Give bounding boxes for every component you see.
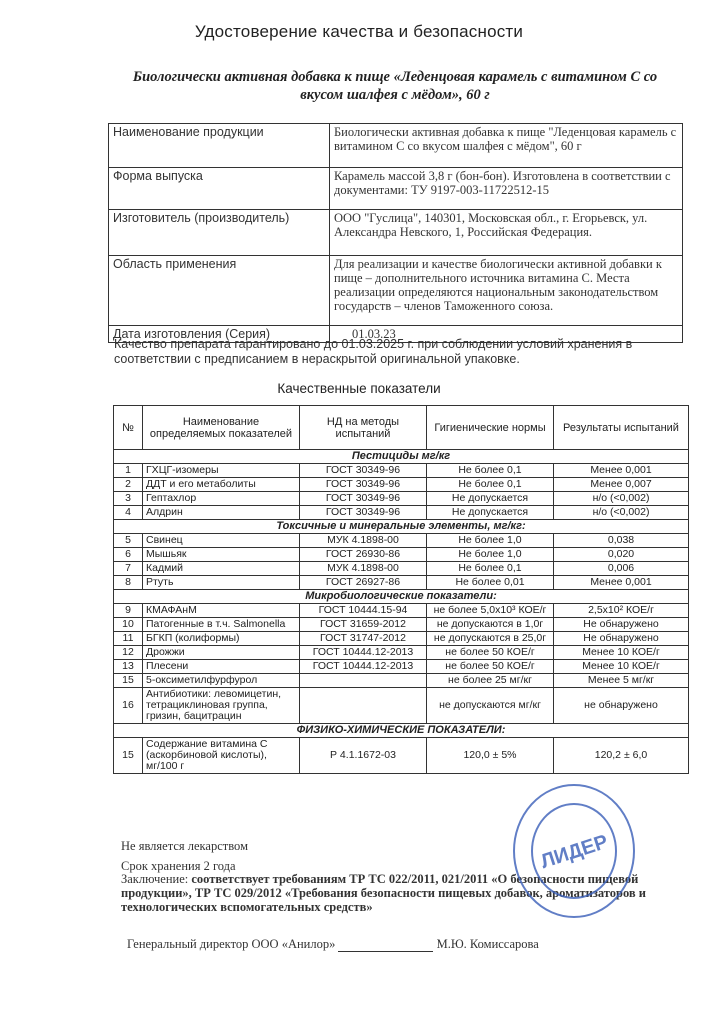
row-norm: Не более 0,01 (427, 576, 554, 590)
row-method: МУК 4.1898-00 (300, 534, 427, 548)
table-header-row (114, 406, 689, 450)
table-row (114, 604, 689, 618)
row-result: Менее 10 КОЕ/г (554, 646, 689, 660)
row-result: Менее 10 КОЕ/г (554, 660, 689, 674)
info-value: Биологически активная добавка к пище "Леденцовая карамель с витамином С со вкусом шалфея с мёдом", 60 г (330, 124, 683, 168)
row-indicator-name: ГХЦГ-изомеры (143, 464, 300, 478)
row-indicator-name: Ртуть (143, 576, 300, 590)
info-value: Для реализации и качестве биологически активной добавки к пище – дополнительного источника витамина С. Места реализации определяются национальным законодательством государств – членов Таможенного союза. (330, 256, 683, 326)
row-method: ГОСТ 30349-96 (300, 506, 427, 520)
product-info-table (108, 123, 683, 343)
table-row (114, 738, 689, 774)
row-method: ГОСТ 30349-96 (300, 478, 427, 492)
row-indicator-name: КМАФАнМ (143, 604, 300, 618)
col-header-result: Результаты испытаний (554, 406, 689, 450)
row-indicator-name: Алдрин (143, 506, 300, 520)
not-drug-note: Не является лекарством (121, 839, 248, 853)
row-number: 13 (114, 660, 143, 674)
row-method: ГОСТ 31659-2012 (300, 618, 427, 632)
table-row (114, 576, 689, 590)
col-header-number: № (114, 406, 143, 450)
row-method: ГОСТ 30349-96 (300, 464, 427, 478)
row-number: 1 (114, 464, 143, 478)
table-row (114, 618, 689, 632)
row-norm: Не более 0,1 (427, 562, 554, 576)
row-method: МУК 4.1898-00 (300, 562, 427, 576)
section-header-row (114, 520, 689, 534)
row-indicator-name: Дрожжи (143, 646, 300, 660)
table-row (114, 478, 689, 492)
row-indicator-name: Кадмий (143, 562, 300, 576)
row-result: Менее 5 мг/кг (554, 674, 689, 688)
section-title: Токсичные и минеральные элементы, мг/кг: (114, 520, 689, 534)
row-result: Менее 0,007 (554, 478, 689, 492)
row-result: Менее 0,001 (554, 464, 689, 478)
row-norm: Не более 1,0 (427, 534, 554, 548)
row-method (300, 674, 427, 688)
col-header-norm: Гигиенические нормы (427, 406, 554, 450)
row-norm: не более 50 КОЕ/г (427, 660, 554, 674)
row-method: ГОСТ 10444.12-2013 (300, 660, 427, 674)
row-result: не обнаружено (554, 688, 689, 724)
table-row (114, 674, 689, 688)
row-result: Не обнаружено (554, 632, 689, 646)
quality-indicators-table (113, 405, 689, 774)
row-indicator-name: Антибиотики: левомицетин, тетрациклиновая группа, гризин, бацитрацин (143, 688, 300, 724)
table-row (114, 688, 689, 724)
quality-table-body (114, 450, 689, 774)
quality-guarantee-note: Качество препарата гарантировано до 01.03.2025 г. при соблюдении условий хранения в соответствии с предписанием в нераскрытой оригинальной упаковке. (114, 337, 633, 366)
row-indicator-name: Свинец (143, 534, 300, 548)
row-norm: Не более 0,1 (427, 478, 554, 492)
row-number: 3 (114, 492, 143, 506)
row-number: 15 (114, 674, 143, 688)
row-result: 0,020 (554, 548, 689, 562)
signature-line (127, 937, 539, 952)
info-label: Изготовитель (производитель) (109, 210, 330, 256)
info-row (109, 168, 683, 210)
info-label: Форма выпуска (109, 168, 330, 210)
row-norm: не более 5,0х10³ КОЕ/г (427, 604, 554, 618)
table-row (114, 632, 689, 646)
row-number: 5 (114, 534, 143, 548)
section-title: Пестициды мг/кг (114, 450, 689, 464)
table-row (114, 464, 689, 478)
row-norm: Не допускается (427, 506, 554, 520)
section-header-row (114, 724, 689, 738)
table-row (114, 562, 689, 576)
conclusion-text: соответствует требованиям ТР ТС 022/2011, 021/2011 «О безопасности пищевой продукции», ТР ТС 029/2012 «Требования безопасности пищевых добавок, ароматизаторов и технологических вспомогательных средств» (121, 872, 646, 914)
table-row (114, 506, 689, 520)
document-title: Удостоверение качества и безопасности (194, 22, 524, 41)
row-indicator-name: 5-оксиметилфурфурол (143, 674, 300, 688)
table-row (114, 534, 689, 548)
col-header-name: Наименование определяемых показателей (143, 406, 300, 450)
row-norm: не допускаются в 25,0г (427, 632, 554, 646)
row-norm: 120,0 ± 5% (427, 738, 554, 774)
row-result: 120,2 ± 6,0 (554, 738, 689, 774)
row-number: 2 (114, 478, 143, 492)
row-norm: не допускаются в 1,0г (427, 618, 554, 632)
row-method: ГОСТ 30349-96 (300, 492, 427, 506)
section-header-row (114, 590, 689, 604)
quality-heading: Качественные показатели (277, 381, 441, 396)
row-norm: не более 25 мг/кг (427, 674, 554, 688)
row-number: 15 (114, 738, 143, 774)
row-result: Менее 0,001 (554, 576, 689, 590)
signature-blank (338, 940, 433, 952)
company-stamp (508, 776, 640, 926)
table-row (114, 646, 689, 660)
shelf-life-note: Срок хранения 2 года (121, 859, 236, 873)
row-number: 8 (114, 576, 143, 590)
row-indicator-name: Содержание витамина С (аскорбиновой кислоты), мг/100 г (143, 738, 300, 774)
table-row (114, 548, 689, 562)
info-label: Область применения (109, 256, 330, 326)
row-result: н/о (<0,002) (554, 492, 689, 506)
row-method: ГОСТ 26927-86 (300, 576, 427, 590)
row-indicator-name: Мышьяк (143, 548, 300, 562)
row-result: 0,006 (554, 562, 689, 576)
row-norm: Не допускается (427, 492, 554, 506)
row-method: Р 4.1.1672-03 (300, 738, 427, 774)
row-result: 0,038 (554, 534, 689, 548)
section-header-row (114, 450, 689, 464)
row-indicator-name: Патогенные в т.ч. Salmonella (143, 618, 300, 632)
table-row (114, 660, 689, 674)
document-subtitle: Биологически активная добавка к пище «Леденцовая карамель с витамином С со вкусом шалфея с мёдом», 60 г (132, 69, 658, 103)
row-method: ГОСТ 31747-2012 (300, 632, 427, 646)
row-result: 2,5х10² КОЕ/г (554, 604, 689, 618)
row-indicator-name: Плесени (143, 660, 300, 674)
signer-name: М.Ю. Комиссарова (436, 937, 539, 951)
row-number: 7 (114, 562, 143, 576)
row-method: ГОСТ 10444.12-2013 (300, 646, 427, 660)
row-number: 12 (114, 646, 143, 660)
conclusion-label: Заключение: (121, 872, 189, 886)
row-norm: не допускаются мг/кг (427, 688, 554, 724)
section-title: ФИЗИКО-ХИМИЧЕСКИЕ ПОКАЗАТЕЛИ: (114, 724, 689, 738)
row-number: 9 (114, 604, 143, 618)
row-norm: Не более 1,0 (427, 548, 554, 562)
info-value: 01.03.23 (330, 326, 683, 343)
row-indicator-name: Гептахлор (143, 492, 300, 506)
row-indicator-name: ДДТ и его метаболиты (143, 478, 300, 492)
row-number: 16 (114, 688, 143, 724)
signer-title: Генеральный директор ООО «Анилор» (127, 937, 336, 951)
row-method: ГОСТ 26930-86 (300, 548, 427, 562)
info-row (109, 256, 683, 326)
row-norm: не более 50 КОЕ/г (427, 646, 554, 660)
row-number: 4 (114, 506, 143, 520)
info-label: Дата изготовления (Серия) (109, 326, 330, 343)
row-number: 10 (114, 618, 143, 632)
row-method: ГОСТ 10444.15-94 (300, 604, 427, 618)
stamp-label: ЛИДЕР (537, 830, 611, 874)
col-header-method: НД на методы испытаний (300, 406, 427, 450)
info-row (109, 124, 683, 168)
row-method (300, 688, 427, 724)
row-result: Не обнаружено (554, 618, 689, 632)
section-title: Микробиологические показатели: (114, 590, 689, 604)
info-row (109, 210, 683, 256)
row-norm: Не более 0,1 (427, 464, 554, 478)
row-indicator-name: БГКП (колиформы) (143, 632, 300, 646)
table-row (114, 492, 689, 506)
info-label: Наименование продукции (109, 124, 330, 168)
info-value: ООО "Гуслица", 140301, Московская обл., г. Егорьевск, ул. Александра Невского, 1, Российская Федерация. (330, 210, 683, 256)
info-value: Карамель массой 3,8 г (бон-бон). Изготовлена в соответствии с документами: ТУ 9197-003-11722512-15 (330, 168, 683, 210)
row-number: 11 (114, 632, 143, 646)
row-result: н/о (<0,002) (554, 506, 689, 520)
row-number: 6 (114, 548, 143, 562)
